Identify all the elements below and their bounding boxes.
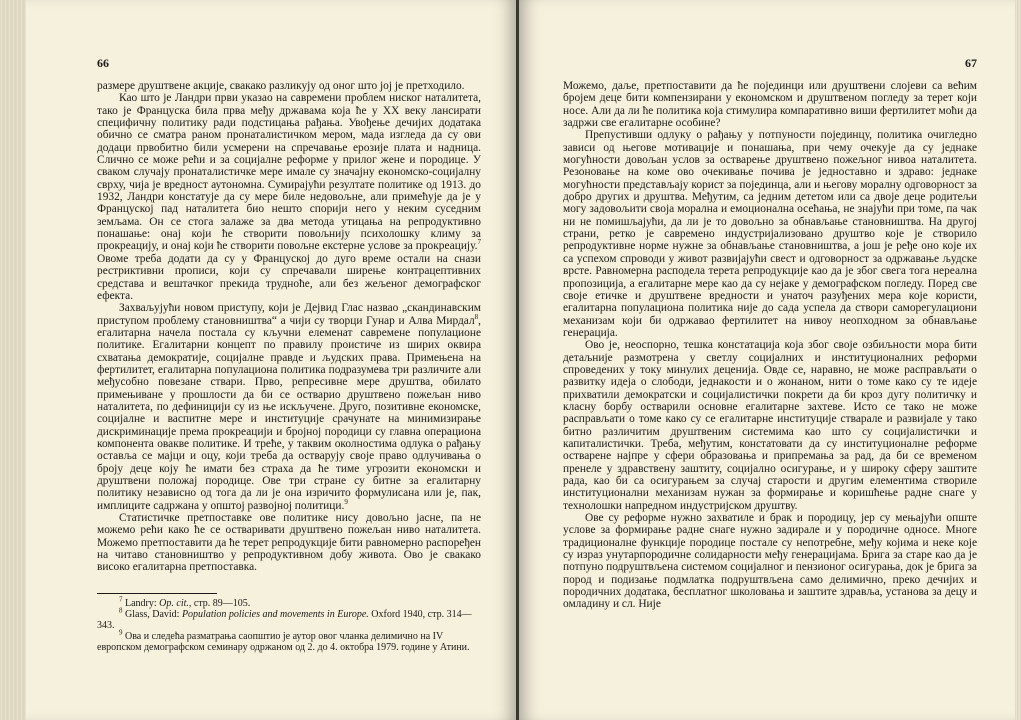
paragraph: Као што је Ландри први указао на савремени проблем ниског наталитета, тако је Француска била прва међу државама која ће у XX веку лансирати специфичну политику ради подстицања рађања. Увођење дечијих додатака обично се сматра раном пронаталистичком мером, мада изгледа да су ови додаци првобитно били усмерени на спречавање ерозије плата и надница. Слично се може рећи и за социјалне реформе у прилог жене и породице. У сваком случају пронаталистичке мере имале су значајну економско-социјалну сврху, чија је вредност аутономна. Сумирајући резултате политике од 1913. до 1932, Ландри констатује да су мере биле недовољне, али примећује да је у Француској пад наталитета био нешто спорији него у неким суседним земљама. Он се стога залаже за два метода утицања на репродуктивно понашање: онај који ће створити повољнију психолошку климу за прокреацију, и онај који ће створити повољне екстерне услове за прокреацију.$^7$ Овоме треба додати да су у Француској до дуго време остали на снази рестриктивни прописи, који су спречавали ширење контрацептивних средстава и вештачког прекида трудноће, али без жељеног демографског ефекта. — [97, 92, 481, 302]
footnote-marker: 7 — [477, 238, 481, 247]
left-page-body — [97, 80, 481, 574]
paragraph: размере друштвене акције, свакако разликују од оног што јој је претходило. — [97, 80, 465, 92]
footnotes — [97, 593, 481, 653]
footnote: $^9$ Ова и следећа разматрања саопштио је аутор овог чланка делимично на IV европском демографском семинару одржаном од 2. до 4. октобра 1979. године у Атини. — [97, 628, 470, 653]
right-page-number: 67 — [965, 56, 977, 70]
paragraph: Захваљујући новом приступу, који је Дејвид Глас назвао „скандинавским приступом проблему становништва“ а чији су творци Гунар и Алва Мирдал$^8$, егалитарна начела постала су кључни елеменат савремене популационе политике. Егалитарни концепт по правилу проистиче из ширих оквира схватања демократије, социјалне правде и људских права. Примењена на фертилитет, егалитарна популациона политика подразумева три различите али међусобно повезане ствари. Прво, репресивне мере друштва, обилато примењиване у прошлости да би се остварио друштвено пожељан ниво наталитета, по дефиницији су из ње искључене. Друго, позитивне економске, социјалне и васпитне мере и институције срачунате на минимизирање дискриминације према прокреацији и бројној породици су главна операциона компонента овакве политике. И треће, у таквим околностима одлука о рађању оставља се мајци и оцу, који треба да остварују своје право одлучивања о броју деце коју ће имати без страха да ће тиме угрозити економски и друштвени положај породице. Ове три стране су битне за егалитарну политику независно од тога да ли је она изричито формулисана или је, пак, имплиците садржана у општој развојној политици.$^9$ — [97, 302, 481, 512]
left-page — [26, 0, 516, 720]
paragraph: Ове су реформе нужно захватиле и брак и породицу, јер су мењајући опште услове за формирање радне снаге нужно задирале и у породичне односе. Многе традиционалне функције породице постале су непотребне, међу којима и неке које су израз унутарпородичне солидарности међу генерацијама. Брига за старе као да је потпуно подруштвљена системом социјалног и пензионог осигурања, док је брига за пород и подизање подмлатка подруштвљена само делимично, преко дечијих и породичних додатака, бесплатног школовања и заштите здравља, установа за децу и омладину и сл. Није — [563, 512, 977, 611]
right-page-body — [563, 80, 977, 611]
paragraph: Статистичке претпоставке ове политике нису довољно јасне, па не можемо рећи како ће се остваривати друштвено пожељан ниво наталитета. Можемо претпоставити да ће терет репродукције бити равномерно распоређен на читаво становништво у репродуктивном добу живота. Ово је свакако високо егалитарна претпоставка. — [97, 512, 481, 574]
footnote-divider — [97, 593, 217, 594]
footnote-marker: 9 — [344, 497, 348, 506]
footnote: $^7$ Landry: Op. cit., стр. 89—105. — [119, 595, 251, 609]
paragraph: Ово је, неоспорно, тешка констатација која због своје озбиљности мора бити детаљније размотрена у светлу социјалних и институционалних реформи спроведених у току минулих деценија. Овде се, наравно, не може расправљати о развитку идеја о слободи, једнакости и о жонаном, нити о томе како су те идеје прихватили демократски и социјалистички покрети да би кроз дугу политичку и класну борбу остварили основне егалитарне захтеве. Исто се тако не може расправљати о томе како су се егалитарне институције стварале и развијале у тако битно различитим друштвеним системима као што су социјалистички и капиталистички. Треба, међутим, констатовати да су институционалне реформе остварене најпре у сфери образовања и припремања за рад, да би се временом пренеле у здравствену заштиту, социјално осигурање, и у широку сферу заштите рада, као би са осигурањем за случај старости и другим елементима створиле институционални механизам нужан за формирање и коришћење радне снаге у технолошки напредном индустријском друштву. — [563, 339, 977, 512]
left-page-number: 66 — [97, 56, 109, 70]
paragraph: Можемо, даље, претпоставити да ће појединци или друштвени слојеви са већим бројем деце бити компензирани у економском и друштвеном погледу за терет који носе. Али да ли ће политика која стимулира компаративно виши фертилитет моћи да задржи све егалитарне особине? — [563, 80, 977, 130]
footnote-marker: 8 — [474, 312, 479, 321]
page-stack-left-edge — [0, 0, 27, 720]
right-page — [519, 0, 1015, 720]
footnote: $^8$ Glass, David: Population policies and movements in Europe. Oxford 1940, стр. 314—343. — [97, 606, 472, 631]
page-stack-right-edge — [1015, 0, 1021, 720]
paragraph: Препустивши одлуку о рађању у потпуности појединцу, политика очигледно зависи од његове мотивације и понашања, при чему очекује да су једнаке могућности довољан услов за остварење друштвено пожељног нивоа наталитета. Резоновање на коме ово очекивање почива је једноставно и здраво: једнаке могућности представљају корист за појединца, али и његову моралну одговорност за добро других и друштва. Међутим, са једним дететом или са двоје деце родитељи могу задовољити своја морална и емоционална осећања, не знајући при томе, па чак ни не помишљајући, да ли је то довољно за обнављање становништва. На другој страни, ретко је савремено индустријализовано друштво које је створило репродуктивне норме нужне за обнављање становништва, а још је ређе оно које их са успехом спроводи у живот развијајући свест и одговорност за одржавање људске врсте. Равномерна расподела терета репродукције као да је због свега тога нереална пропозиција, а егалитарне мере као да су нејаке у демографском погледу. Поред све своје етичке и друштвене вредности и унаточ разуђених мера које користи, егалитарна популациона политика није до сада успела да створи саморегулациони механизам који би одржавао фертилитет на нивоу неопходном за обнављање генерација. — [563, 129, 977, 339]
